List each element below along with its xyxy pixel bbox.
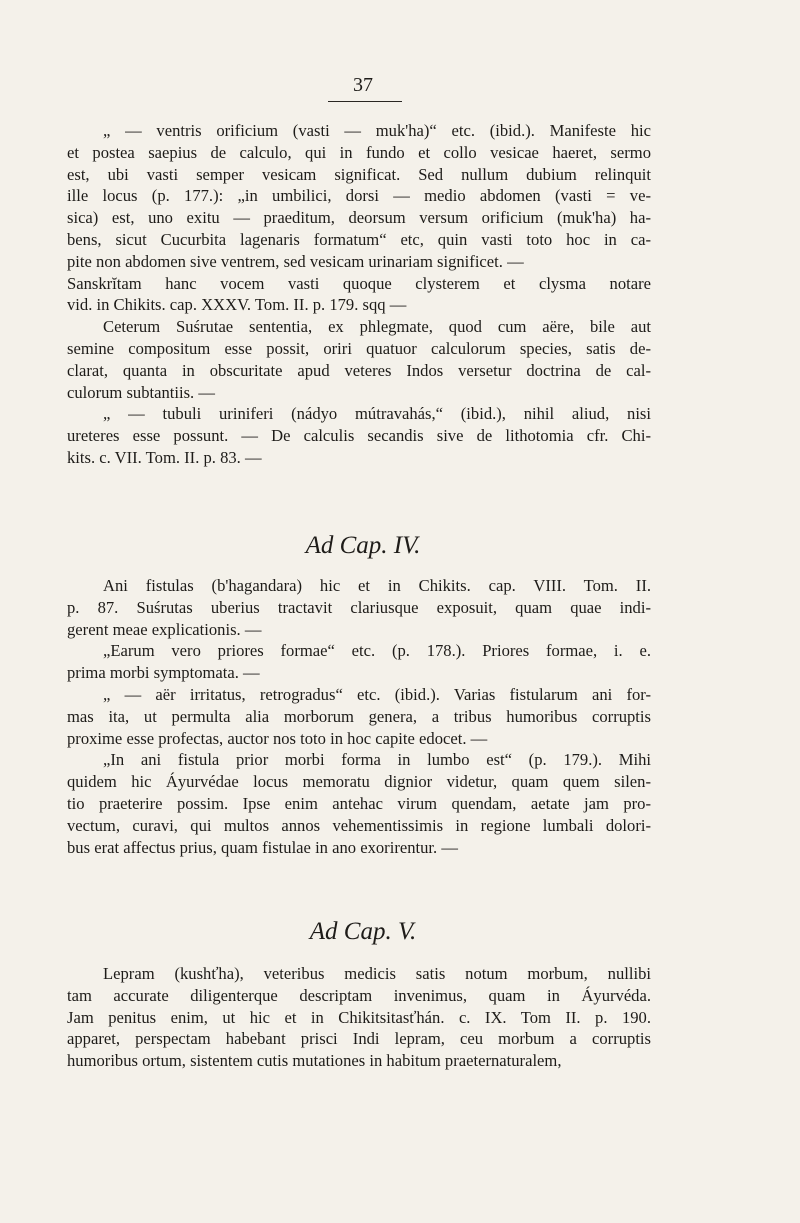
- text-line: ureteres esse possunt. — De calculis secandis sive de lithotomia cfr. Chi-: [67, 426, 651, 446]
- text-line: proxime esse profectas, auctor nos toto in hoc capite edocet. —: [67, 728, 488, 748]
- text-line: est, ubi vasti semper vesicam significat. Sed nullum dubium relinquit: [67, 164, 651, 184]
- text-line: quidem hic Áyurvédae locus memoratu dignior videtur, quam quem silen-: [67, 772, 651, 792]
- text-line: clarat, quanta in obscuritate apud veteres Indos versetur doctrina de cal-: [67, 360, 651, 380]
- text-line: Jam penitus enim, ut hic et in Chikitsitasťhán. c. IX. Tom II. p. 190.: [67, 1007, 651, 1027]
- text-line: „Earum vero priores formae“ etc. (p. 178.). Priores formae, i. e.: [103, 641, 651, 661]
- section-2-text: [67, 575, 651, 858]
- text-line: semine compositum esse possit, oriri quatuor calculorum species, satis de-: [67, 338, 651, 358]
- text-line: ille locus (p. 177.): „in umbilici, dorsi — medio abdomen (vasti = ve-: [67, 186, 651, 206]
- text-line: Sanskrĭtam hanc vocem vasti quoque clysterem et clysma notare: [67, 273, 651, 293]
- text-line: „ — aër irritatus, retrogradus“ etc. (ibid.). Varias fistularum ani for-: [103, 684, 651, 704]
- text-line: tio praeterire possim. Ipse enim antehac virum quendam, aetate jam pro-: [67, 793, 651, 813]
- page-number: 37: [353, 74, 373, 96]
- text-line: mas ita, ut permulta alia morborum genera, a tribus humoribus corruptis: [67, 706, 651, 726]
- text-line: tam accurate diligenterque descriptam invenimus, quam in Áyurvéda.: [67, 985, 651, 1005]
- text-line: et postea saepius de calculo, qui in fundo et collo vesicae haeret, sermo: [67, 142, 651, 162]
- heading-cap-v: Ad Cap. V.: [309, 918, 417, 945]
- text-line: „ — ventris orificium (vasti — muk'ha)“ etc. (ibid.). Manifeste hic: [103, 121, 651, 140]
- text-line: p. 87. Suśrutas uberius tractavit clariusque exposuit, quam quae indi-: [67, 597, 651, 617]
- text-line: humoribus ortum, sistentem cutis mutationes in habitum praeternaturalem,: [67, 1051, 562, 1071]
- text-line: Ceterum Suśrutae sententia, ex phlegmate, quod cum aëre, bile aut: [103, 317, 651, 337]
- text-line: „ — tubuli uriniferi (nádyo mútravahás,“ (ibid.), nihil aliud, nisi: [103, 404, 651, 424]
- section-1-text: [67, 120, 651, 469]
- header-rule: [328, 101, 402, 102]
- text-line: sica) est, uno exitu — praeditum, deorsum versum orificium (muk'ha) ha-: [67, 208, 651, 228]
- text-line: vectum, curavi, qui multos annos vehementissimis in regione lumbali dolori-: [67, 815, 651, 835]
- section-3-text: [67, 963, 651, 1072]
- text-line: Ani fistulas (b'hagandara) hic et in Chikits. cap. VIII. Tom. II.: [103, 576, 651, 595]
- text-line: kits. c. VII. Tom. II. p. 83. —: [67, 447, 262, 467]
- text-line: vid. in Chikits. cap. XXXV. Tom. II. p. 179. sqq —: [67, 295, 407, 315]
- text-line: culorum subtantiis. —: [67, 382, 215, 402]
- text-line: „In ani fistula prior morbi forma in lumbo est“ (p. 179.). Mihi: [103, 750, 651, 770]
- text-line: gerent meae explicationis. —: [67, 619, 262, 639]
- text-line: prima morbi symptomata. —: [67, 663, 260, 683]
- text-line: bens, sicut Cucurbita lagenaris formatum“ etc, quin vasti toto hoc in ca-: [67, 229, 651, 249]
- text-line: pite non abdomen sive ventrem, sed vesicam urinariam significet. —: [67, 251, 524, 271]
- text-line: apparet, perspectam habebant prisci Indi lepram, ceu morbum a corruptis: [67, 1029, 651, 1049]
- text-line: bus erat affectus prius, quam fistulae in ano exorirentur. —: [67, 837, 458, 857]
- heading-cap-iv: Ad Cap. IV.: [305, 532, 421, 559]
- text-line: Lepram (kushťha), veteribus medicis satis notum morbum, nullibi: [103, 964, 651, 983]
